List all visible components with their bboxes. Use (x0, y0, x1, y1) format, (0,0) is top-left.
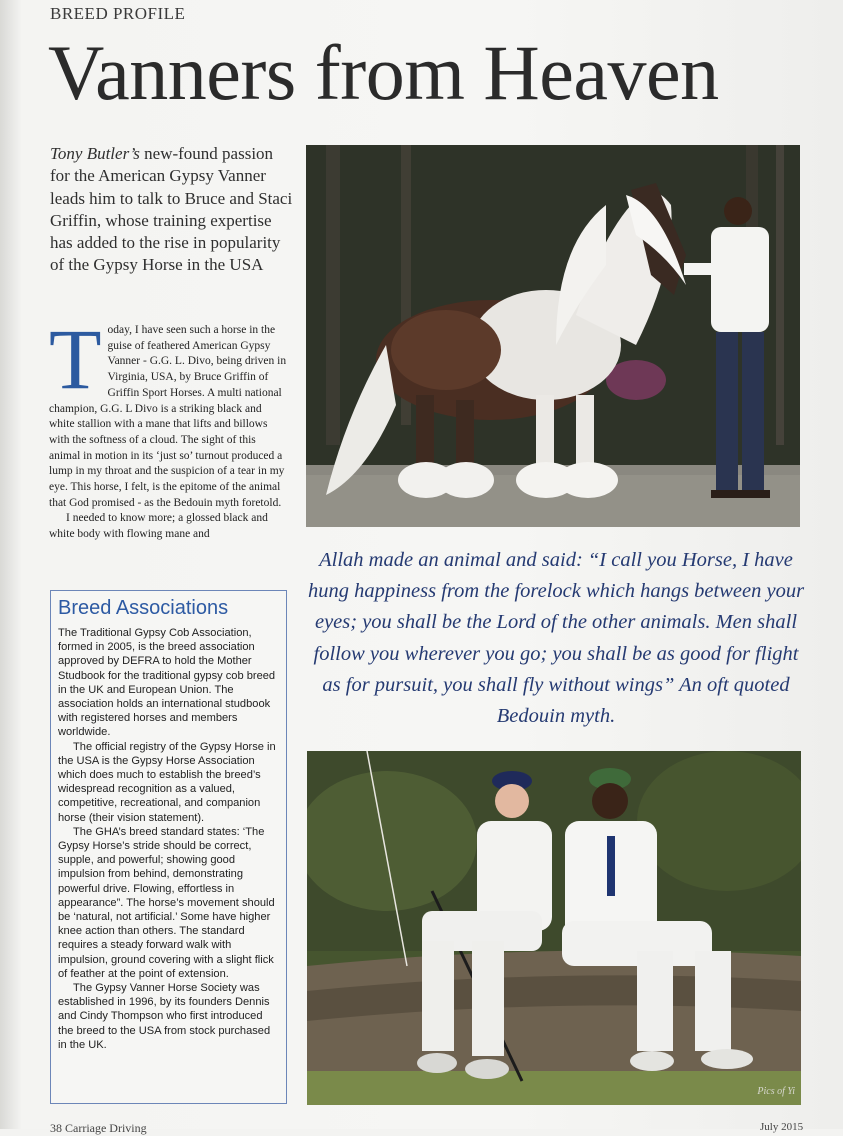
photo-credit: Pics of Yi (757, 1086, 795, 1097)
sidebar-paragraph: The Gypsy Vanner Horse Society was established in 1996, by its founders Dennis and Cindy Thompson who first introduced the breed to the USA from stock purchased in the UK. (58, 982, 271, 1051)
article-body (49, 311, 287, 543)
couple-photo-drawing (307, 751, 801, 1105)
section-label: BREED PROFILE (50, 4, 186, 23)
page-title: Vanners from Heaven (48, 29, 719, 116)
sidebar-heading: Breed Associations (58, 597, 229, 619)
page-folio: 38 Carriage Driving (50, 1121, 147, 1135)
pull-quote: Allah made an animal and said: “I call you Horse, I have hung happiness from the forelock which hangs between your eyes; you shall be the Lord of the other animals. Men shall follow you wherever you go; you shall be as good for flight as for pursuit, you shall fly without wings” An oft quoted Bedouin myth. (307, 549, 805, 728)
sidebar-paragraph: The Traditional Gypsy Cob Association, formed in 2005, is the breed association approved by DEFRA to hold the Mother Studbook for the traditional gypsy cob breed in the UK and European Union. The association holds an international studbook with registered horses and members worldwide. (58, 627, 276, 739)
couple-photo (307, 751, 801, 1105)
issue-date: July 2015 (760, 1121, 804, 1133)
sidebar-body (58, 626, 278, 1052)
horse-photo (306, 145, 800, 527)
article-paragraph: I needed to know more; a glossed black and white body with flowing mane and (49, 512, 268, 541)
sidebar-paragraph: The official registry of the Gypsy Horse in the USA is the Gypsy Horse Association which does much to establish the breed’s widespread recognition as a valued, competitive, recreational, and companion horse (their vision statement). (58, 740, 276, 824)
breed-associations-box (50, 590, 287, 1104)
sidebar-paragraph: The GHA’s breed standard states: ‘The Gypsy Horse’s stride should be correct, supple, and powerful; showing good impulsion from behind, demonstrating powerful drive. Flowing, effortless in appearance”. The horse’s movement should be ‘natural, not artificial.’ Some have higher knee action than others. The standard requires a steady forward walk with impulsion, ground covering with a slight flick of feather at the point of extension. (58, 825, 275, 980)
drop-cap: T (49, 311, 102, 407)
horse-photo-drawing (306, 145, 800, 527)
article-paragraph (49, 311, 287, 511)
paragraph-text: oday, I have seen such a horse in the guise of feathered American Gypsy Vanner - G.G. L. Divo, being driven in Virginia, USA, by Bruce Griffin of Griffin Sport Horses. A multi national champion, G.G. L Divo is a striking black and white stallion with a mane that lifts and billows with the softness of a cloud. The sight of this animal in motion in its ‘just so’ turnout produced a lump in my throat and the suspicion of a tear in my eye. This horse, I felt, is the epitome of the animal that God promised - as the Bedouin myth foretold. (49, 324, 287, 509)
intro-text: new-found passion for the American Gypsy Vanner leads him to talk to Bruce and Staci Griffin, whose training expertise has added to the rise in popularity of the Gypsy Horse in the USA (50, 144, 293, 275)
intro-standfirst (50, 143, 295, 277)
author-name: Tony Butler’s (50, 144, 140, 163)
